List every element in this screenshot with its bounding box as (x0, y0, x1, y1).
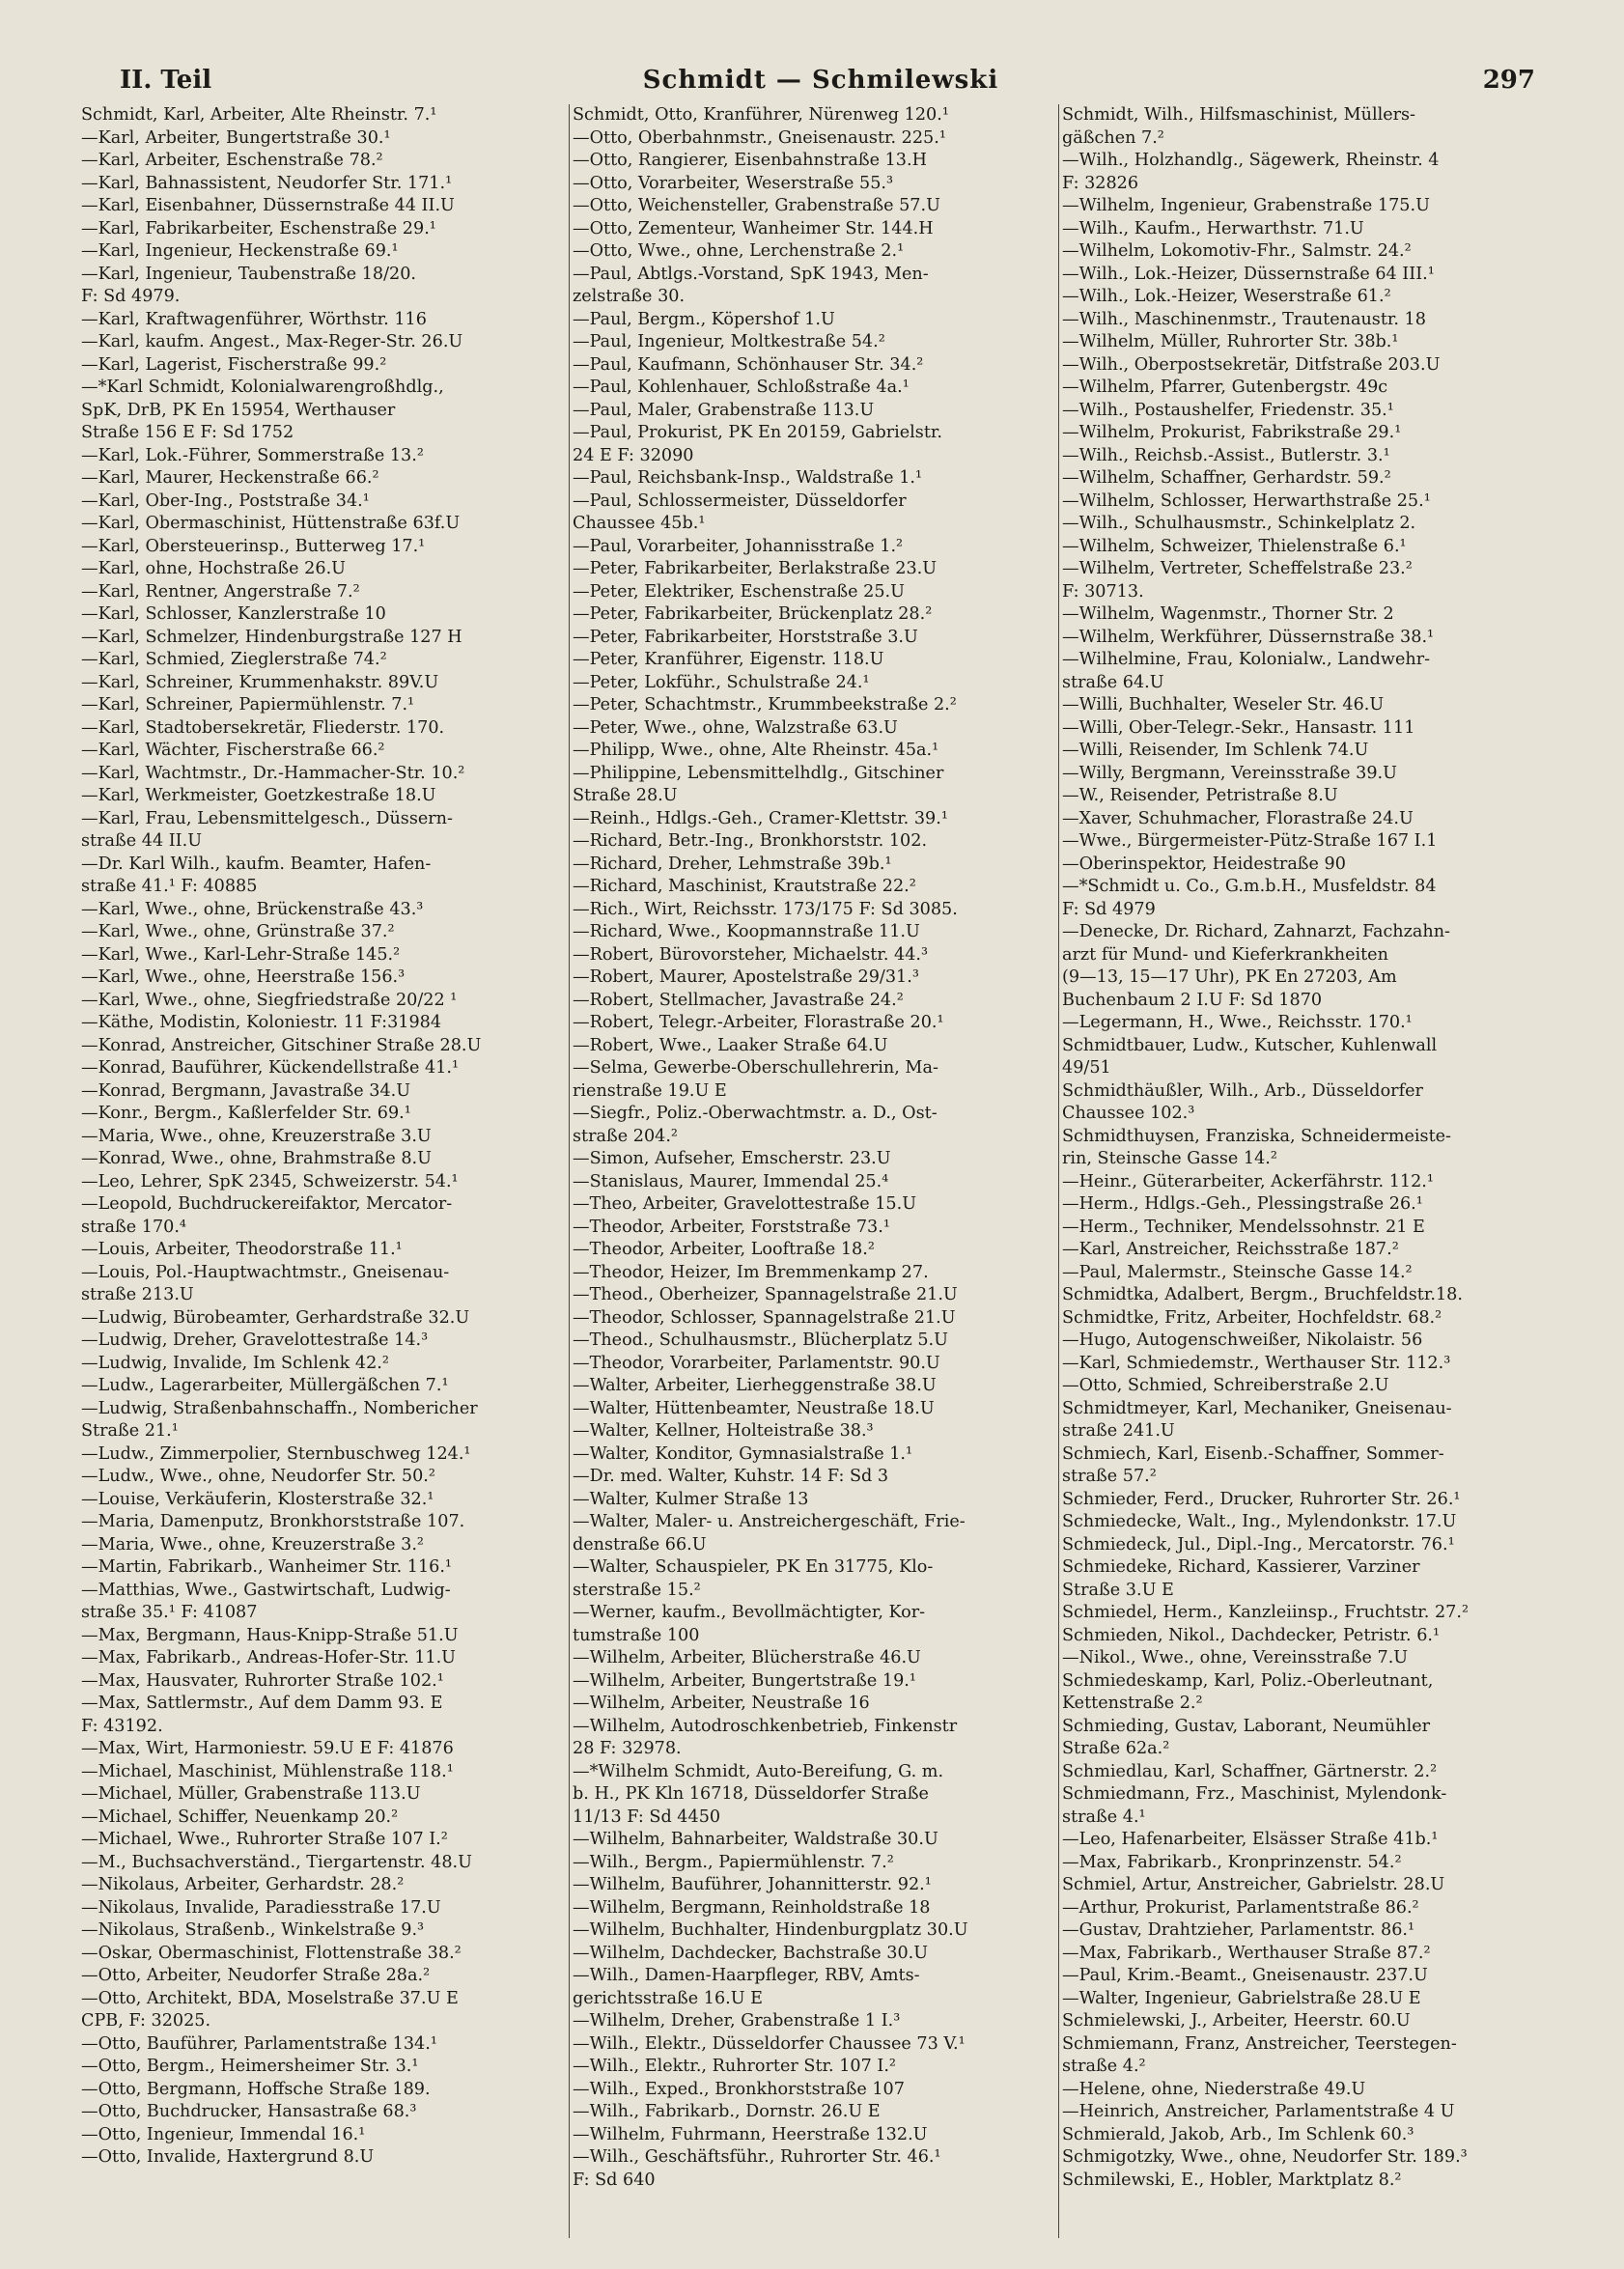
directory-entry-line: —Robert, Stellmacher, Javastraße 24.² (573, 990, 904, 1010)
directory-entry-line: —Ludw., Zimmerpolier, Sternbuschweg 124.¹ (81, 1443, 471, 1464)
directory-entry-line: denstraße 66.U (573, 1534, 707, 1555)
directory-entry-line: CPB, F: 32025. (81, 2011, 211, 2031)
directory-entry-line: —Peter, Fabrikarbeiter, Brückenplatz 28.² (573, 604, 933, 624)
directory-entry-line: —Otto, Rangierer, Eisenbahnstraße 13.H (573, 151, 927, 170)
directory-entry-line: —Max, Wirt, Harmoniestr. 59.U E F: 41876 (81, 1739, 454, 1758)
directory-entry-line: Schmidtbauer, Ludw., Kutscher, Kuhlenwall (1062, 1035, 1438, 1055)
directory-entry-line: 49/51 (1062, 1058, 1111, 1078)
directory-entry-line: —Wilhelm, Wagenmstr., Thorner Str. 2 (1062, 604, 1394, 624)
directory-entry-line: 11/13 F: Sd 4450 (573, 1807, 721, 1827)
column-divider (569, 104, 570, 2238)
directory-column-3 (1062, 104, 1545, 2238)
directory-entry-line: —Walter, Maler- u. Anstreichergeschäft, Frie- (573, 1512, 966, 1531)
directory-entry-line: —Ludwig, Straßenbahnschaffn., Nombericher (81, 1398, 478, 1418)
directory-entry-line: —Stanislaus, Maurer, Immendal 25.⁴ (573, 1171, 889, 1191)
directory-entry-line: —Karl, Lok.-Führer, Sommerstraße 13.² (81, 445, 424, 465)
directory-entry-line: Schmielewski, J., Arbeiter, Heerstr. 60.U (1062, 2011, 1411, 2031)
directory-entry-line: Straße 21.¹ (81, 1421, 179, 1441)
directory-entry-line: —Wilh., Elektr., Ruhrorter Str. 107 I.² (573, 2057, 896, 2076)
directory-entry-line: F: Sd 4979 (1062, 899, 1156, 919)
directory-entry-line: —Otto, Schmied, Schreiberstraße 2.U (1062, 1376, 1389, 1395)
directory-entry-line: —Karl, Frau, Lebensmittelgesch., Düssern- (81, 808, 453, 828)
directory-entry-line: —Ludwig, Bürobeamter, Gerhardstraße 32.U (81, 1307, 470, 1328)
directory-entry-line: —Max, Bergmann, Haus-Knipp-Straße 51.U (81, 1625, 459, 1645)
directory-entry-line: gerichtsstraße 16.U E (573, 1988, 763, 2008)
directory-entry-line: Straße 62a.² (1062, 1739, 1170, 1758)
directory-entry-line: —Paul, Ingenieur, Moltkestraße 54.² (573, 332, 885, 351)
directory-entry-line: —Robert, Telegr.-Arbeiter, Florastraße 20.¹ (573, 1013, 944, 1032)
directory-entry-line: —Simon, Aufseher, Emscherstr. 23.U (573, 1149, 891, 1168)
directory-entry-line: —Walter, Hüttenbeamter, Neustraße 18.U (573, 1398, 935, 1418)
directory-entry-line: —Konrad, Anstreicher, Gitschiner Straße 28.U (81, 1035, 482, 1055)
directory-entry-line: Schmilewski, E., Hobler, Marktplatz 8.² (1062, 2170, 1402, 2190)
directory-entry-line: —Rich., Wirt, Reichsstr. 173/175 F: Sd 3085. (573, 899, 958, 919)
section-label: II. Teil (120, 66, 212, 95)
directory-entry-line: —Martin, Fabrikarb., Wanheimer Str. 116.¹ (81, 1557, 452, 1577)
directory-entry-line: Schmieden, Nikol., Dachdecker, Petristr. 6.¹ (1062, 1625, 1441, 1645)
directory-entry-line: —Wilhelm, Bergmann, Reinholdstraße 18 (573, 1897, 931, 1918)
directory-entry-line: —Max, Fabrikarb., Werthauser Straße 87.² (1062, 1943, 1431, 1963)
column-divider (1058, 104, 1059, 2238)
directory-entry-line: —Wilh., Geschäftsführ., Ruhrorter Str. 46.¹ (573, 2147, 941, 2167)
directory-entry-line: —Theodor, Heizer, Im Bremmenkamp 27. (573, 1262, 929, 1282)
directory-entry-line: —*Schmidt u. Co., G.m.b.H., Musfeldstr. 84 (1062, 877, 1437, 896)
directory-entry-line: —Robert, Bürovorsteher, Michaelstr. 44.³ (573, 944, 929, 965)
directory-entry-line: —Karl, Obersteuerinsp., Butterweg 17.¹ (81, 536, 426, 556)
directory-entry-line: —Paul, Abtlgs.-Vorstand, SpK 1943, Men- (573, 264, 929, 284)
directory-entry-line: straße 4.² (1062, 2057, 1146, 2076)
directory-entry-line: tumstraße 100 (573, 1625, 700, 1645)
directory-column-1 (81, 104, 564, 2238)
directory-entry-line: —Matthias, Wwe., Gastwirtschaft, Ludwig- (81, 1580, 451, 1600)
directory-entry-line: straße 41.¹ F: 40885 (81, 877, 258, 896)
directory-entry-line: —Nikolaus, Straßenb., Winkelstraße 9.³ (81, 1920, 425, 1940)
directory-entry-line: b. H., PK Kln 16718, Düsseldorfer Straße (573, 1784, 929, 1804)
directory-entry-line: —Walter, Schauspieler, PK En 31775, Klo- (573, 1557, 934, 1577)
directory-entry-line: —Wilhelmine, Frau, Kolonialw., Landwehr- (1062, 650, 1431, 669)
directory-entry-line: —Willi, Reisender, Im Schlenk 74.U (1062, 741, 1369, 760)
directory-entry-line: —Wilh., Lok.-Heizer, Düssernstraße 64 III.¹ (1062, 264, 1435, 284)
directory-entry-line: —Paul, Vorarbeiter, Johannisstraße 1.² (573, 536, 904, 556)
directory-entry-line: —Michael, Wwe., Ruhrorter Straße 107 I.² (81, 1830, 448, 1849)
directory-entry-line: —Otto, Weichensteller, Grabenstraße 57.U (573, 196, 940, 215)
directory-entry-line: —Hugo, Autogenschweißer, Nikolaistr. 56 (1062, 1331, 1423, 1350)
directory-entry-line: —Käthe, Modistin, Koloniestr. 11 F:31984 (81, 1013, 442, 1032)
directory-entry-line: —Herm., Techniker, Mendelssohnstr. 21 E (1062, 1217, 1425, 1237)
directory-entry-line: —Ludwig, Dreher, Gravelottestraße 14.³ (81, 1331, 429, 1350)
directory-entry-line: —Karl, Eisenbahner, Düssernstraße 44 II.U (81, 196, 455, 215)
directory-entry-line: —Willi, Ober-Telegr.-Sekr., Hansastr. 111 (1062, 717, 1415, 738)
directory-entry-line: Chaussee 102.³ (1062, 1104, 1195, 1123)
directory-entry-line: —Konr., Bergm., Kaßlerfelder Str. 69.¹ (81, 1104, 411, 1123)
directory-entry-line: —Karl, Bahnassistent, Neudorfer Str. 171.¹ (81, 173, 453, 193)
directory-entry-line: rin, Steinsche Gasse 14.² (1062, 1149, 1277, 1168)
directory-entry-line: —Oskar, Obermaschinist, Flottenstraße 38.² (81, 1943, 462, 1963)
directory-entry-line: Schmiedel, Herm., Kanzleiinsp., Fruchtstr. 27.² (1062, 1603, 1469, 1622)
directory-entry-line: —Wilhelm, Vertreter, Scheffelstraße 23.² (1062, 559, 1413, 578)
directory-entry-line: —Wilhelm, Schaffner, Gerhardstr. 59.² (1062, 468, 1391, 488)
directory-entry-line: —Philippine, Lebensmittelhdlg., Gitschiner (573, 763, 944, 783)
directory-entry-line: —Wilhelm, Prokurist, Fabrikstraße 29.¹ (1062, 423, 1402, 442)
directory-entry-line: —Peter, Schachtmstr., Krummbeekstraße 2.² (573, 695, 957, 714)
directory-entry-line: SpK, DrB, PK En 15954, Werthauser (81, 400, 396, 420)
directory-entry-line: —Karl, Lagerist, Fischerstraße 99.² (81, 354, 387, 375)
directory-entry-line: —Karl, Ingenieur, Taubenstraße 18/20. (81, 264, 417, 284)
directory-entry-line: —Selma, Gewerbe-Oberschullehrerin, Ma- (573, 1058, 938, 1078)
directory-entry-line: —Paul, Prokurist, PK En 20159, Gabrielstr. (573, 423, 942, 442)
directory-entry-line: —Wilhelm, Ingenieur, Grabenstraße 175.U (1062, 196, 1430, 215)
directory-entry-line: —Konrad, Bergmann, Javastraße 34.U (81, 1080, 411, 1101)
directory-entry-line: —Wilhelm, Werkführer, Düssernstraße 38.¹ (1062, 627, 1435, 647)
directory-entry-line: —Paul, Kaufmann, Schönhauser Str. 34.² (573, 354, 924, 375)
directory-entry-line: —Wilh., Schulhausmstr., Schinkelplatz 2. (1062, 514, 1416, 533)
directory-entry-line: straße 204.² (573, 1126, 678, 1146)
directory-entry-line: —Karl, ohne, Hochstraße 26.U (81, 559, 346, 578)
directory-entry-line: —Maria, Wwe., ohne, Kreuzerstraße 3.U (81, 1126, 432, 1146)
directory-entry-line: —Theodor, Vorarbeiter, Parlamentstr. 90.U (573, 1353, 940, 1373)
directory-entry-line: —Karl, Schlosser, Kanzlerstraße 10 (81, 604, 386, 624)
directory-entry-line: —Wilhelm, Autodroschkenbetrieb, Finkenstr (573, 1716, 958, 1736)
directory-entry-line: —Wilh., Kaufm., Herwarthstr. 71.U (1062, 218, 1364, 238)
directory-entry-line: —Wilhelm, Bahnarbeiter, Waldstraße 30.U (573, 1830, 938, 1849)
directory-entry-line: F: 30713. (1062, 581, 1144, 602)
directory-entry-line: Schmidtmeyer, Karl, Mechaniker, Gneisenau- (1062, 1398, 1452, 1418)
directory-entry-line: —Karl, Wwe., Karl-Lehr-Straße 145.² (81, 944, 401, 965)
directory-entry-line: straße 64.U (1062, 672, 1164, 692)
directory-entry-line: —Louis, Arbeiter, Theodorstraße 11.¹ (81, 1240, 403, 1259)
directory-entry-line: —Wilh., Damen-Haarpfleger, RBV, Amts- (573, 1966, 920, 1985)
directory-entry-line: —Werner, kaufm., Bevollmächtigter, Kor- (573, 1603, 926, 1622)
directory-entry-line: —Robert, Wwe., Laaker Straße 64.U (573, 1035, 888, 1055)
directory-entry-line: —Wilhelm, Schlosser, Herwarthstraße 25.¹ (1062, 490, 1431, 511)
directory-entry-line: F: 43192. (81, 1716, 163, 1736)
directory-entry-line: —Karl, Rentner, Angerstraße 7.² (81, 581, 360, 602)
directory-entry-line: —Max, Fabrikarb., Kronprinzenstr. 54.² (1062, 1852, 1402, 1872)
directory-entry-line: —Theodor, Schlosser, Spannagelstraße 21.U (573, 1307, 956, 1328)
directory-entry-line: —Wilhelm, Pfarrer, Gutenbergstr. 49c (1062, 378, 1388, 397)
directory-entry-line: straße 213.U (81, 1285, 194, 1304)
directory-entry-line: —Wilhelm, Dreher, Grabenstraße 1 I.³ (573, 2011, 901, 2031)
directory-entry-line: —Ludw., Lagerarbeiter, Müllergäßchen 7.¹ (81, 1376, 449, 1395)
directory-entry-line: —Dr. med. Walter, Kuhstr. 14 F: Sd 3 (573, 1467, 889, 1486)
directory-entry-line: —M., Buchsachverständ., Tiergartenstr. 48.U (81, 1852, 472, 1872)
directory-entry-line: —Karl, Werkmeister, Goetzkestraße 18.U (81, 786, 436, 805)
directory-entry-line: —Wilhelm, Schweizer, Thielenstraße 6.¹ (1062, 536, 1407, 556)
directory-entry-line: —Paul, Kohlenhauer, Schloßstraße 4a.¹ (573, 378, 910, 397)
directory-entry-line: —Theodor, Arbeiter, Looftraße 18.² (573, 1240, 875, 1259)
directory-entry-line: —Wilhelm, Dachdecker, Bachstraße 30.U (573, 1943, 929, 1963)
directory-entry-line: Schmidtke, Fritz, Arbeiter, Hochfeldstr. 68.² (1062, 1307, 1442, 1328)
directory-entry-line: —Wilh., Oberpostsekretär, Ditfstraße 203.U (1062, 354, 1441, 375)
directory-entry-line: —Otto, Bergmann, Hoffsche Straße 189. (81, 2079, 431, 2099)
directory-entry-line: —Theod., Oberheizer, Spannagelstraße 21.U (573, 1285, 958, 1304)
directory-entry-line: —Michael, Maschinist, Mühlenstraße 118.¹ (81, 1761, 454, 1781)
directory-entry-line: —Wilhelm, Arbeiter, Bungertstraße 19.¹ (573, 1670, 916, 1691)
directory-entry-line: —Wilh., Elektr., Düsseldorfer Chaussee 73 V.¹ (573, 2033, 966, 2054)
directory-entry-line: —Leopold, Buchdruckereifaktor, Mercator- (81, 1194, 453, 1214)
directory-entry-line: Schmidthuysen, Franziska, Schneidermeiste- (1062, 1126, 1452, 1146)
directory-entry-line: —*Karl Schmidt, Kolonialwarengroßhdlg., (81, 378, 444, 397)
directory-entry-line: F: Sd 4979. (81, 287, 181, 306)
directory-entry-line: —Denecke, Dr. Richard, Zahnarzt, Fachzahn- (1062, 922, 1450, 941)
directory-entry-line: —Max, Hausvater, Ruhrorter Straße 102.¹ (81, 1670, 444, 1691)
directory-entry-line: —Wilhelm, Arbeiter, Blücherstraße 46.U (573, 1648, 921, 1667)
directory-entry-line: —Arthur, Prokurist, Parlamentstraße 86.² (1062, 1897, 1419, 1918)
directory-entry-line: —Karl, Anstreicher, Reichsstraße 187.² (1062, 1240, 1399, 1259)
directory-entry-line: Buchenbaum 2 I.U F: Sd 1870 (1062, 990, 1323, 1010)
directory-entry-line: —Nikolaus, Arbeiter, Gerhardstr. 28.² (81, 1875, 405, 1894)
directory-entry-line: Schmiech, Karl, Eisenb.-Schaffner, Sommer- (1062, 1443, 1444, 1464)
directory-entry-line: —Karl, Arbeiter, Eschenstraße 78.² (81, 151, 383, 170)
directory-entry-line: —Otto, Oberbahnmstr., Gneisenaustr. 225.¹ (573, 127, 946, 148)
directory-entry-line: —Theo, Arbeiter, Gravelottestraße 15.U (573, 1194, 917, 1214)
directory-entry-line: Schmiedeskamp, Karl, Poliz.-Oberleutnant, (1062, 1670, 1434, 1691)
directory-entry-line: —Karl, Maurer, Heckenstraße 66.² (81, 468, 379, 488)
directory-entry-line: —Karl, Wwe., ohne, Siegfriedstraße 20/22 ¹ (81, 990, 458, 1010)
directory-entry-line: —Paul, Krim.-Beamt., Gneisenaustr. 237.U (1062, 1966, 1428, 1985)
directory-entry-line: Schmigotzky, Wwe., ohne, Neudorfer Str. 189.³ (1062, 2147, 1468, 2167)
directory-entry-line: —Peter, Fabrikarbeiter, Berlakstraße 23.U (573, 559, 938, 578)
directory-entry-line: —Konrad, Bauführer, Kückendellstraße 41.¹ (81, 1058, 460, 1078)
directory-entry-line: —Willi, Buchhalter, Weseler Str. 46.U (1062, 695, 1385, 714)
directory-entry-line: —Richard, Dreher, Lehmstraße 39b.¹ (573, 854, 892, 874)
names-range-title: Schmidt — Schmilewski (642, 66, 999, 95)
directory-entry-line: —Theod., Schulhausmstr., Blücherplatz 5.U (573, 1331, 948, 1350)
directory-entry-line: —Louis, Pol.-Hauptwachtmstr., Gneisenau- (81, 1262, 450, 1282)
directory-entry-line: —Walter, Kellner, Holteistraße 38.³ (573, 1421, 874, 1441)
directory-entry-line: —Karl, Obermaschinist, Hüttenstraße 63f.U (81, 514, 461, 533)
directory-entry-line: Schmiedeck, Jul., Dipl.-Ing., Mercatorstr. 76.¹ (1062, 1534, 1455, 1555)
directory-entry-line: —Theodor, Arbeiter, Forststraße 73.¹ (573, 1217, 890, 1237)
directory-entry-line: —Karl, Wwe., ohne, Grünstraße 37.² (81, 922, 395, 941)
directory-entry-line: Schmidthäußler, Wilh., Arb., Düsseldorfer (1062, 1080, 1423, 1101)
directory-entry-line: —Karl, Wachtmstr., Dr.-Hammacher-Str. 10.² (81, 763, 465, 783)
directory-entry-line: —Otto, Zementeur, Wanheimer Str. 144.H (573, 218, 934, 238)
directory-entry-line: —Walter, Arbeiter, Lierheggenstraße 38.U (573, 1376, 937, 1395)
directory-entry-line: —Helene, ohne, Niederstraße 49.U (1062, 2079, 1366, 2099)
directory-entry-line: —Dr. Karl Wilh., kaufm. Beamter, Hafen- (81, 854, 432, 874)
directory-entry-line: —Karl, Schmiedemstr., Werthauser Str. 112.³ (1062, 1353, 1451, 1373)
directory-entry-line: (9—13, 15—17 Uhr), PK En 27203, Am (1062, 967, 1397, 987)
directory-entry-line: —Otto, Ingenieur, Immendal 16.¹ (81, 2124, 366, 2144)
directory-entry-line: Straße 156 E F: Sd 1752 (81, 423, 294, 442)
directory-entry-line: Schmieder, Ferd., Drucker, Ruhrorter Str. 26.¹ (1062, 1489, 1461, 1509)
directory-entry-line: —Wilhelm, Müller, Ruhrorter Str. 38b.¹ (1062, 332, 1399, 351)
directory-entry-line: 24 E F: 32090 (573, 445, 694, 465)
directory-entry-line: —Maria, Damenputz, Bronkhorststraße 107. (81, 1512, 465, 1531)
directory-entry-line: —Karl, Fabrikarbeiter, Eschenstraße 29.¹ (81, 218, 436, 238)
directory-entry-line: —Xaver, Schuhmacher, Florastraße 24.U (1062, 808, 1414, 828)
directory-entry-line: sterstraße 15.² (573, 1580, 701, 1600)
directory-entry-line: —Legermann, H., Wwe., Reichsstr. 170.¹ (1062, 1013, 1413, 1032)
directory-entry-line: —Richard, Wwe., Koopmannstraße 11.U (573, 922, 920, 941)
directory-entry-line: —Otto, Bergm., Heimersheimer Str. 3.¹ (81, 2057, 419, 2076)
directory-entry-line: Schmierald, Jakob, Arb., Im Schlenk 60.³ (1062, 2124, 1414, 2144)
directory-entry-line: —Louise, Verkäuferin, Klosterstraße 32.¹ (81, 1489, 434, 1509)
directory-entry-line: Schmiemann, Franz, Anstreicher, Teerstegen- (1062, 2033, 1457, 2054)
directory-entry-line: 28 F: 32978. (573, 1739, 682, 1758)
directory-entry-line: —Michael, Müller, Grabenstraße 113.U (81, 1784, 421, 1804)
directory-entry-line: gäßchen 7.² (1062, 127, 1164, 148)
directory-entry-line: —Otto, Buchdrucker, Hansastraße 68.³ (81, 2102, 417, 2121)
directory-entry-line: —Peter, Wwe., ohne, Walzstraße 63.U (573, 717, 898, 738)
directory-entry-line: —Nikol., Wwe., ohne, Vereinsstraße 7.U (1062, 1648, 1409, 1667)
directory-entry-line: Schmidtka, Adalbert, Bergm., Bruchfeldstr.18. (1062, 1285, 1463, 1304)
directory-entry-line: Schmiel, Artur, Anstreicher, Gabrielstr. 28.U (1062, 1875, 1445, 1894)
directory-entry-line: —Walter, Konditor, Gymnasialstraße 1.¹ (573, 1443, 913, 1464)
directory-entry-line: —Karl, Wächter, Fischerstraße 66.² (81, 741, 385, 760)
directory-entry-line: —Heinr., Güterarbeiter, Ackerfährstr. 112.¹ (1062, 1171, 1434, 1191)
directory-entry-line: —Maria, Wwe., ohne, Kreuzerstraße 3.² (81, 1534, 424, 1555)
directory-entry-line: —Wilh., Bergm., Papiermühlenstr. 7.² (573, 1852, 894, 1872)
directory-entry-line: —Ludwig, Invalide, Im Schlenk 42.² (81, 1353, 389, 1373)
directory-entry-line: —Otto, Arbeiter, Neudorfer Straße 28a.² (81, 1966, 431, 1985)
directory-entry-line: Chaussee 45b.¹ (573, 514, 706, 533)
directory-entry-line: —Nikolaus, Invalide, Paradiesstraße 17.U (81, 1897, 441, 1918)
directory-entry-line: —Siegfr., Poliz.-Oberwachtmstr. a. D., Ost- (573, 1104, 938, 1123)
directory-entry-line: Straße 28.U (573, 786, 678, 805)
directory-entry-line: —Paul, Maler, Grabenstraße 113.U (573, 400, 875, 420)
directory-entry-line: —Wwe., Bürgermeister-Pütz-Straße 167 I.1 (1062, 831, 1438, 851)
directory-entry-line: —Richard, Maschinist, Krautstraße 22.² (573, 877, 916, 896)
directory-entry-line: —Konrad, Wwe., ohne, Brahmstraße 8.U (81, 1149, 432, 1168)
directory-entry-line: zelstraße 30. (573, 287, 686, 306)
directory-entry-line: —Robert, Maurer, Apostelstraße 29/31.³ (573, 967, 919, 987)
directory-entry-line: —Wilh., Maschinenmstr., Trautenaustr. 18 (1062, 309, 1426, 329)
directory-entry-line: Schmidt, Otto, Kranführer, Nürenweg 120.¹ (573, 105, 949, 125)
directory-entry-line: —Peter, Kranführer, Eigenstr. 118.U (573, 650, 884, 669)
directory-entry-line: straße 57.² (1062, 1467, 1157, 1486)
directory-entry-line: —Wilh., Exped., Bronkhorststraße 107 (573, 2079, 905, 2099)
directory-entry-line: —Richard, Betr.-Ing., Bronkhorststr. 102. (573, 831, 928, 851)
directory-entry-line: —Michael, Schiffer, Neuenkamp 20.² (81, 1807, 399, 1827)
directory-entry-line: —Gustav, Drahtzieher, Parlamentstr. 86.¹ (1062, 1920, 1415, 1940)
directory-entry-line: —Wilhelm, Lokomotiv-Fhr., Salmstr. 24.² (1062, 241, 1412, 261)
directory-entry-line: F: Sd 640 (573, 2170, 656, 2190)
directory-entry-line: straße 241.U (1062, 1421, 1175, 1441)
directory-entry-line: —Otto, Invalide, Haxtergrund 8.U (81, 2147, 375, 2167)
directory-entry-line: —Walter, Ingenieur, Gabrielstraße 28.U E (1062, 1988, 1421, 2008)
directory-entry-line: —Paul, Reichsbank-Insp., Waldstraße 1.¹ (573, 468, 923, 488)
directory-entry-line: —Karl, Stadtobersekretär, Fliederstr. 170. (81, 717, 445, 738)
directory-entry-line: Straße 3.U E (1062, 1580, 1174, 1600)
directory-entry-line: —Walter, Kulmer Straße 13 (573, 1489, 809, 1509)
directory-entry-line: —Karl, Wwe., ohne, Heerstraße 156.³ (81, 967, 406, 987)
directory-entry-line: —Ludw., Wwe., ohne, Neudorfer Str. 50.² (81, 1467, 435, 1486)
directory-entry-line: —Paul, Schlossermeister, Düsseldorfer (573, 490, 907, 511)
directory-entry-line: —Otto, Architekt, BDA, Moselstraße 37.U E (81, 1988, 459, 2008)
directory-entry-line: —Wilh., Lok.-Heizer, Weserstraße 61.² (1062, 287, 1391, 306)
directory-entry-line: —Willy, Bergmann, Vereinsstraße 39.U (1062, 763, 1397, 783)
directory-entry-line: —Otto, Bauführer, Parlamentstraße 134.¹ (81, 2033, 437, 2054)
directory-entry-line: —Wilhelm, Fuhrmann, Heerstraße 132.U (573, 2124, 928, 2144)
directory-entry-line: rienstraße 19.U E (573, 1080, 727, 1101)
directory-entry-line: —Karl, kaufm. Angest., Max-Reger-Str. 26.U (81, 332, 463, 351)
directory-entry-line: F: 32826 (1062, 173, 1139, 193)
directory-entry-line: —Otto, Vorarbeiter, Weserstraße 55.³ (573, 173, 894, 193)
directory-entry-line: Kettenstraße 2.² (1062, 1694, 1203, 1713)
directory-column-2 (573, 104, 1055, 2238)
directory-entry-line: —Wilh., Reichsb.-Assist., Butlerstr. 3.¹ (1062, 445, 1390, 465)
directory-entry-line: —Reinh., Hdlgs.-Geh., Cramer-Klettstr. 39.¹ (573, 808, 948, 828)
directory-entry-line: —Paul, Malermstr., Steinsche Gasse 14.² (1062, 1262, 1413, 1282)
directory-entry-line: —Wilh., Fabrikarb., Dornstr. 26.U E (573, 2102, 881, 2121)
directory-entry-line: straße 4.¹ (1062, 1807, 1146, 1827)
directory-entry-line: —Paul, Bergm., Köpershof 1.U (573, 309, 835, 329)
directory-entry-line: straße 35.¹ F: 41087 (81, 1603, 258, 1622)
directory-entry-line: —Otto, Wwe., ohne, Lerchenstraße 2.¹ (573, 241, 905, 261)
directory-entry-line: —*Wilhelm Schmidt, Auto-Bereifung, G. m. (573, 1761, 944, 1781)
directory-entry-line: —Peter, Elektriker, Eschenstraße 25.U (573, 581, 905, 602)
directory-entry-line: —Wilhelm, Buchhalter, Hindenburgplatz 30.U (573, 1920, 968, 1940)
directory-entry-line: —Karl, Arbeiter, Bungertstraße 30.¹ (81, 127, 391, 148)
directory-entry-line: —Max, Fabrikarb., Andreas-Hofer-Str. 11.U (81, 1648, 456, 1667)
directory-entry-line: Schmidt, Karl, Arbeiter, Alte Rheinstr. 7.¹ (81, 105, 437, 125)
directory-entry-line: —Karl, Schmied, Zieglerstraße 74.² (81, 650, 387, 669)
directory-entry-line: —Leo, Hafenarbeiter, Elsässer Straße 41b.¹ (1062, 1830, 1439, 1849)
directory-entry-line: straße 44 II.U (81, 831, 203, 851)
directory-entry-line: Schmiedeke, Richard, Kassierer, Varziner (1062, 1557, 1420, 1577)
directory-entry-line: —Karl, Wwe., ohne, Brückenstraße 43.³ (81, 899, 424, 919)
directory-entry-line: —W., Reisender, Petristraße 8.U (1062, 786, 1338, 805)
directory-entry-line: —Leo, Lehrer, SpK 2345, Schweizerstr. 54.¹ (81, 1171, 459, 1191)
directory-entry-line: —Peter, Lokführ., Schulstraße 24.¹ (573, 672, 870, 692)
directory-entry-line: Schmieding, Gustav, Laborant, Neumühler (1062, 1716, 1431, 1736)
directory-entry-line: —Wilhelm, Bauführer, Johannitterstr. 92.¹ (573, 1875, 932, 1894)
directory-entry-line: —Karl, Schreiner, Krummenhakstr. 89V.U (81, 672, 439, 692)
directory-entry-line: Schmiedecke, Walt., Ing., Mylendonkstr. 17.U (1062, 1512, 1457, 1531)
directory-entry-line: arzt für Mund- und Kieferkrankheiten (1062, 944, 1388, 965)
directory-entry-line: —Herm., Hdlgs.-Geh., Plessingstraße 26.¹ (1062, 1194, 1423, 1214)
directory-entry-line: Schmiedlau, Karl, Schaffner, Gärtnerstr. 2.² (1062, 1761, 1438, 1781)
directory-entry-line: —Karl, Ingenieur, Heckenstraße 69.¹ (81, 241, 399, 261)
directory-entry-line: —Wilh., Postaushelfer, Friedenstr. 35.¹ (1062, 400, 1394, 420)
directory-entry-line: —Oberinspektor, Heidestraße 90 (1062, 854, 1346, 874)
directory-entry-line: —Karl, Schmelzer, Hindenburgstraße 127 H (81, 627, 462, 647)
directory-entry-line: —Wilhelm, Arbeiter, Neustraße 16 (573, 1694, 870, 1713)
directory-entry-line: Schmidt, Wilh., Hilfsmaschinist, Müllers- (1062, 105, 1415, 125)
directory-entry-line: —Karl, Ober-Ing., Poststraße 34.¹ (81, 490, 370, 511)
directory-entry-line: —Karl, Schreiner, Papiermühlenstr. 7.¹ (81, 695, 415, 714)
directory-entry-line: straße 170.⁴ (81, 1217, 186, 1237)
page-number: 297 (1482, 66, 1535, 95)
directory-entry-line: —Heinrich, Anstreicher, Parlamentstraße 4 U (1062, 2102, 1455, 2121)
directory-entry-line: —Karl, Kraftwagenführer, Wörthstr. 116 (81, 309, 427, 329)
page-header (106, 66, 1535, 100)
directory-entry-line: Schmiedmann, Frz., Maschinist, Mylendonk- (1062, 1784, 1447, 1804)
directory-entry-line: —Wilh., Holzhandlg., Sägewerk, Rheinstr. 4 (1062, 151, 1440, 170)
directory-entry-line: —Philipp, Wwe., ohne, Alte Rheinstr. 45a.¹ (573, 741, 939, 760)
directory-entry-line: —Max, Sattlermstr., Auf dem Damm 93. E (81, 1694, 443, 1713)
directory-entry-line: —Peter, Fabrikarbeiter, Horststraße 3.U (573, 627, 918, 647)
